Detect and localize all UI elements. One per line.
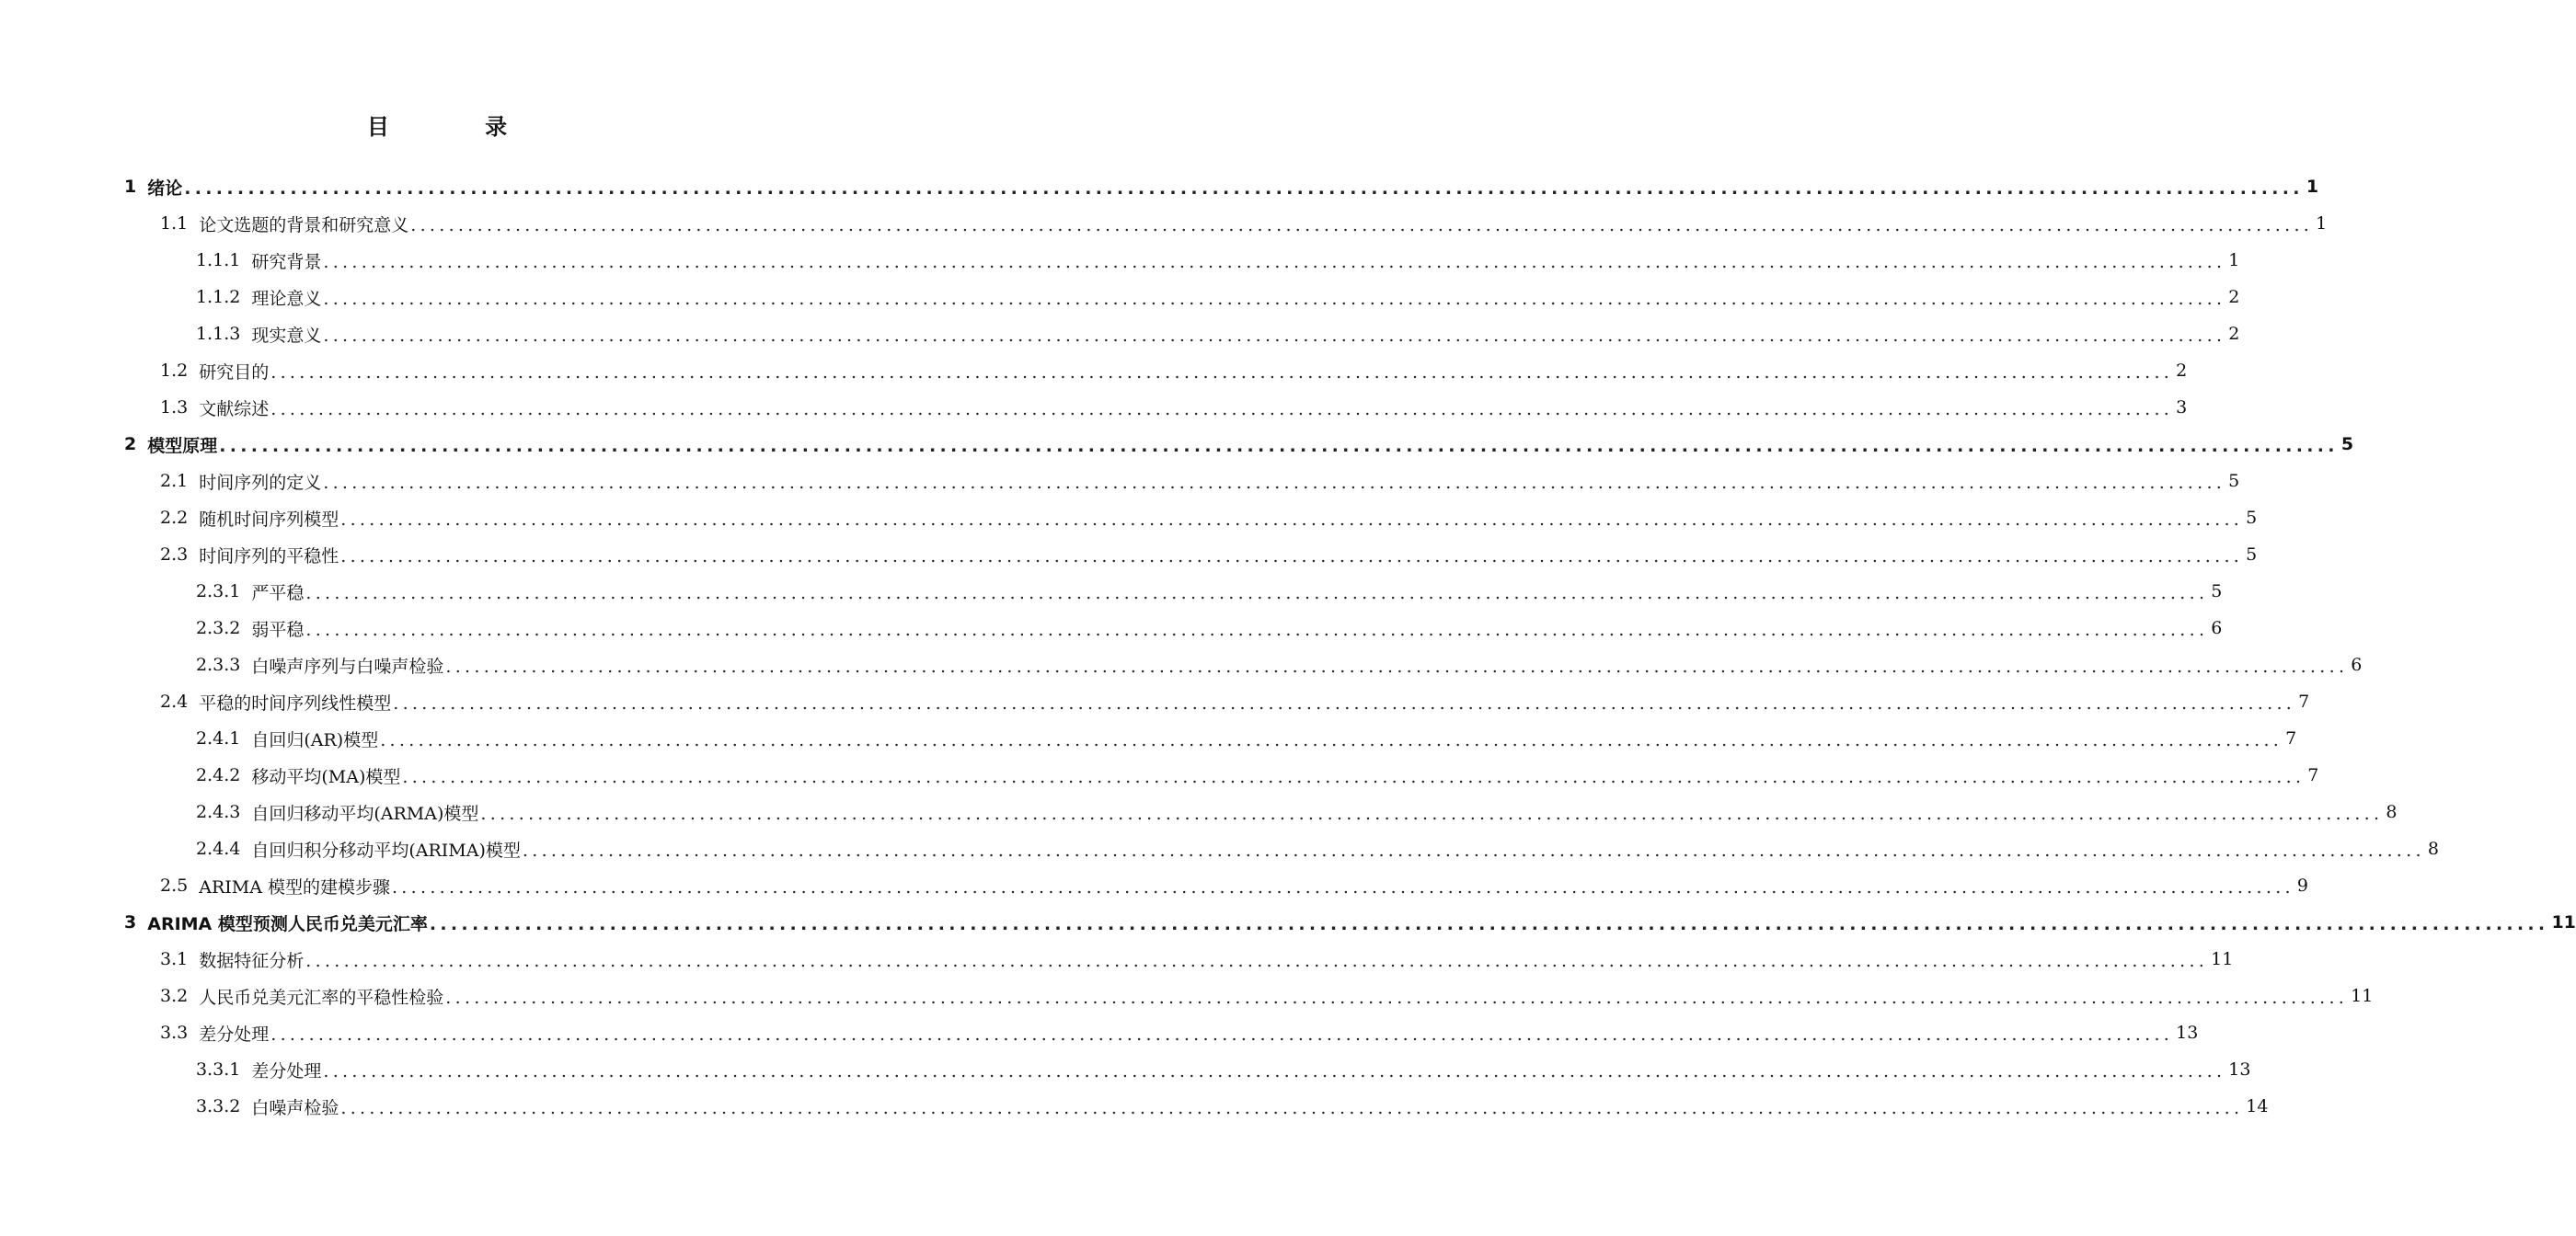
toc-entry-number: 1.2 xyxy=(160,360,189,381)
toc-entry[interactable] xyxy=(0,463,2240,499)
toc-entry[interactable] xyxy=(0,647,2363,683)
toc-entry-page-number: 2 xyxy=(2228,287,2240,307)
toc-entry[interactable] xyxy=(0,168,2319,205)
toc-entry[interactable] xyxy=(0,904,2576,941)
toc-entry-page-number: 5 xyxy=(2340,434,2354,454)
toc-entry-title: 文献综述 xyxy=(199,398,270,419)
toc-entry-title: 绪论 xyxy=(147,177,183,199)
toc-entry[interactable] xyxy=(0,536,2258,573)
toc-entry-title: 时间序列的定义 xyxy=(199,472,322,493)
toc-leader-dots: ........................................................................................................................................................................................................ xyxy=(445,988,2349,1008)
toc-entry[interactable] xyxy=(0,279,2240,315)
toc-leader-dots: ........................................................................................................................................................................................................ xyxy=(270,362,2174,383)
toc-entry-page-number: 8 xyxy=(2386,802,2398,822)
toc-leader-dots: ........................................................................................................................................................................................................ xyxy=(445,657,2349,677)
toc-entry-number: 2.4.2 xyxy=(196,765,241,785)
toc-entry-number: 3 xyxy=(124,912,137,933)
toc-entry-page-number: 1 xyxy=(2228,250,2240,270)
toc-leader-dots: ........................................................................................................................................................................................................ xyxy=(480,804,2384,824)
toc-entry-title: 差分处理 xyxy=(199,1024,270,1045)
toc-entry-number: 1.3 xyxy=(160,397,189,418)
toc-entry-title: 移动平均(MA)模型 xyxy=(251,766,401,787)
toc-leader-dots: ........................................................................................................................................................................................................ xyxy=(323,1061,2226,1082)
toc-leader-dots: ........................................................................................................................................................................................................ xyxy=(305,620,2209,640)
toc-entry[interactable] xyxy=(0,683,2310,720)
toc-entry[interactable] xyxy=(0,720,2297,757)
toc-entry-page-number: 5 xyxy=(2246,508,2258,528)
toc-entry-number: 3.1 xyxy=(160,949,189,969)
toc-entry[interactable] xyxy=(0,1014,2199,1051)
toc-entry[interactable] xyxy=(0,867,2308,904)
toc-entry-number: 2.5 xyxy=(160,876,189,896)
toc-entry-title: 人民币兑美元汇率的平稳性检验 xyxy=(199,987,444,1008)
toc-entry-page-number: 11 xyxy=(2211,949,2234,969)
toc-leader-dots: ........................................................................................................................................................................................................ xyxy=(410,215,2314,235)
toc-entry-number: 2.2 xyxy=(160,508,189,528)
toc-entry-page-number: 2 xyxy=(2176,360,2188,381)
toc-entry[interactable] xyxy=(0,610,2223,647)
toc-entry-number: 2 xyxy=(124,434,137,454)
toc-leader-dots: ........................................................................................................................................................................................................ xyxy=(340,509,2244,530)
toc-entry-number: 3.3 xyxy=(160,1023,189,1043)
toc-entry-title: 平稳的时间序列线性模型 xyxy=(199,692,392,714)
toc-leader-dots: ........................................................................................................................................................................................................ xyxy=(522,841,2425,861)
toc-entry-number: 2.3.1 xyxy=(196,581,241,601)
toc-leader-dots: ........................................................................................................................................................................................................ xyxy=(429,914,2549,934)
toc-entry-page-number: 6 xyxy=(2211,618,2223,638)
toc-leader-dots: ........................................................................................................................................................................................................ xyxy=(340,546,2244,566)
toc-entry-title: 时间序列的平稳性 xyxy=(199,545,339,566)
toc-leader-dots: ........................................................................................................................................................................................................ xyxy=(219,436,2339,456)
toc-entry[interactable] xyxy=(0,1088,2269,1125)
toc-entry[interactable] xyxy=(0,352,2188,389)
toc-entry-number: 1.1.3 xyxy=(196,324,241,344)
toc-entry-number: 3.2 xyxy=(160,986,189,1006)
toc-leader-dots: ........................................................................................................................................................................................................ xyxy=(270,399,2174,419)
toc-entry-title: 白噪声序列与白噪声检验 xyxy=(251,656,444,677)
toc-entry-page-number: 8 xyxy=(2427,839,2439,859)
toc-leader-dots: ........................................................................................................................................................................................................ xyxy=(393,693,2296,714)
toc-entry-title: ARIMA 模型预测人民币兑美元汇率 xyxy=(147,913,428,934)
toc-entry-page-number: 2 xyxy=(2228,324,2240,344)
toc-leader-dots: ........................................................................................................................................................................................................ xyxy=(323,473,2226,493)
toc-entry-page-number: 9 xyxy=(2296,876,2308,896)
table-of-contents xyxy=(0,168,2576,1125)
toc-entry-page-number: 5 xyxy=(2228,471,2240,491)
toc-entry-page-number: 7 xyxy=(2285,728,2297,749)
toc-entry[interactable] xyxy=(0,205,2328,242)
toc-entry[interactable] xyxy=(0,794,2398,830)
toc-entry-title: 数据特征分析 xyxy=(199,950,305,971)
toc-entry-title: 弱平稳 xyxy=(251,619,305,640)
toc-leader-dots: ........................................................................................................................................................................................................ xyxy=(305,583,2209,603)
toc-entry[interactable] xyxy=(0,573,2223,610)
toc-entry-number: 2.3.3 xyxy=(196,655,241,675)
toc-entry-page-number: 13 xyxy=(2228,1059,2251,1080)
toc-entry-number: 1.1 xyxy=(160,213,189,234)
toc-entry-title: 自回归移动平均(ARMA)模型 xyxy=(251,803,479,824)
toc-entry-page-number: 11 xyxy=(2551,912,2576,933)
toc-entry[interactable] xyxy=(0,389,2188,426)
toc-leader-dots: ........................................................................................................................................................................................................ xyxy=(270,1024,2174,1045)
toc-entry[interactable] xyxy=(0,830,2439,867)
toc-leader-dots: ........................................................................................................................................................................................................ xyxy=(380,730,2283,750)
toc-entry-title: 论文选题的背景和研究意义 xyxy=(199,214,409,235)
toc-leader-dots: ........................................................................................................................................................................................................ xyxy=(323,252,2226,272)
toc-entry-number: 2.1 xyxy=(160,471,189,491)
toc-entry-page-number: 1 xyxy=(2316,213,2328,234)
toc-entry-title: 白噪声检验 xyxy=(251,1097,339,1118)
toc-leader-dots: ........................................................................................................................................................................................................ xyxy=(402,767,2306,787)
toc-entry-number: 2.3.2 xyxy=(196,618,241,638)
toc-entry-page-number: 6 xyxy=(2351,655,2363,675)
toc-entry[interactable] xyxy=(0,757,2319,794)
toc-entry-page-number: 7 xyxy=(2298,692,2310,712)
toc-entry[interactable] xyxy=(0,242,2240,279)
toc-entry-number: 3.3.2 xyxy=(196,1096,241,1116)
toc-entry-title: 研究目的 xyxy=(199,361,270,383)
toc-entry-title: 自回归(AR)模型 xyxy=(251,729,379,750)
toc-leader-dots: ........................................................................................................................................................................................................ xyxy=(323,289,2226,309)
toc-entry-number: 2.3 xyxy=(160,544,189,565)
toc-entry-number: 1.1.1 xyxy=(196,250,241,270)
toc-leader-dots: ........................................................................................................................................................................................................ xyxy=(323,326,2226,346)
toc-entry-title: 研究背景 xyxy=(251,251,322,272)
toc-entry-title: 模型原理 xyxy=(147,435,218,456)
toc-entry-page-number: 11 xyxy=(2351,986,2374,1006)
toc-entry-number: 2.4.4 xyxy=(196,839,241,859)
toc-entry-number: 2.4.3 xyxy=(196,802,241,822)
toc-leader-dots: ........................................................................................................................................................................................................ xyxy=(391,877,2294,898)
toc-entry-title: 现实意义 xyxy=(251,325,322,346)
toc-leader-dots: ........................................................................................................................................................................................................ xyxy=(340,1098,2244,1118)
toc-entry[interactable] xyxy=(0,978,2374,1014)
toc-entry-number: 3.3.1 xyxy=(196,1059,241,1080)
toc-entry-title: ARIMA 模型的建模步骤 xyxy=(199,876,390,898)
toc-entry[interactable] xyxy=(0,499,2258,536)
toc-entry[interactable] xyxy=(0,1051,2251,1088)
toc-entry-page-number: 5 xyxy=(2246,544,2258,565)
toc-leader-dots: ........................................................................................................................................................................................................ xyxy=(184,178,2304,199)
toc-entry-number: 2.4.1 xyxy=(196,728,241,749)
toc-entry[interactable] xyxy=(0,941,2234,978)
toc-entry-number: 1.1.2 xyxy=(196,287,241,307)
toc-entry-title: 严平稳 xyxy=(251,582,305,603)
toc-entry-title: 理论意义 xyxy=(251,288,322,309)
toc-entry-page-number: 7 xyxy=(2307,765,2319,785)
toc-entry-page-number: 3 xyxy=(2176,397,2188,418)
toc-entry-page-number: 5 xyxy=(2211,581,2223,601)
toc-entry-title: 自回归积分移动平均(ARIMA)模型 xyxy=(251,840,521,861)
page-title: 目 录 xyxy=(366,114,552,140)
toc-leader-dots: ........................................................................................................................................................................................................ xyxy=(305,951,2209,971)
toc-entry-number: 2.4 xyxy=(160,692,189,712)
toc-entry[interactable] xyxy=(0,426,2354,463)
toc-entry[interactable] xyxy=(0,315,2240,352)
toc-entry-page-number: 1 xyxy=(2306,177,2319,197)
toc-entry-page-number: 14 xyxy=(2246,1096,2269,1116)
toc-entry-title: 差分处理 xyxy=(251,1060,322,1082)
toc-entry-number: 1 xyxy=(124,177,137,197)
toc-entry-title: 随机时间序列模型 xyxy=(199,509,339,530)
toc-entry-page-number: 13 xyxy=(2176,1023,2199,1043)
